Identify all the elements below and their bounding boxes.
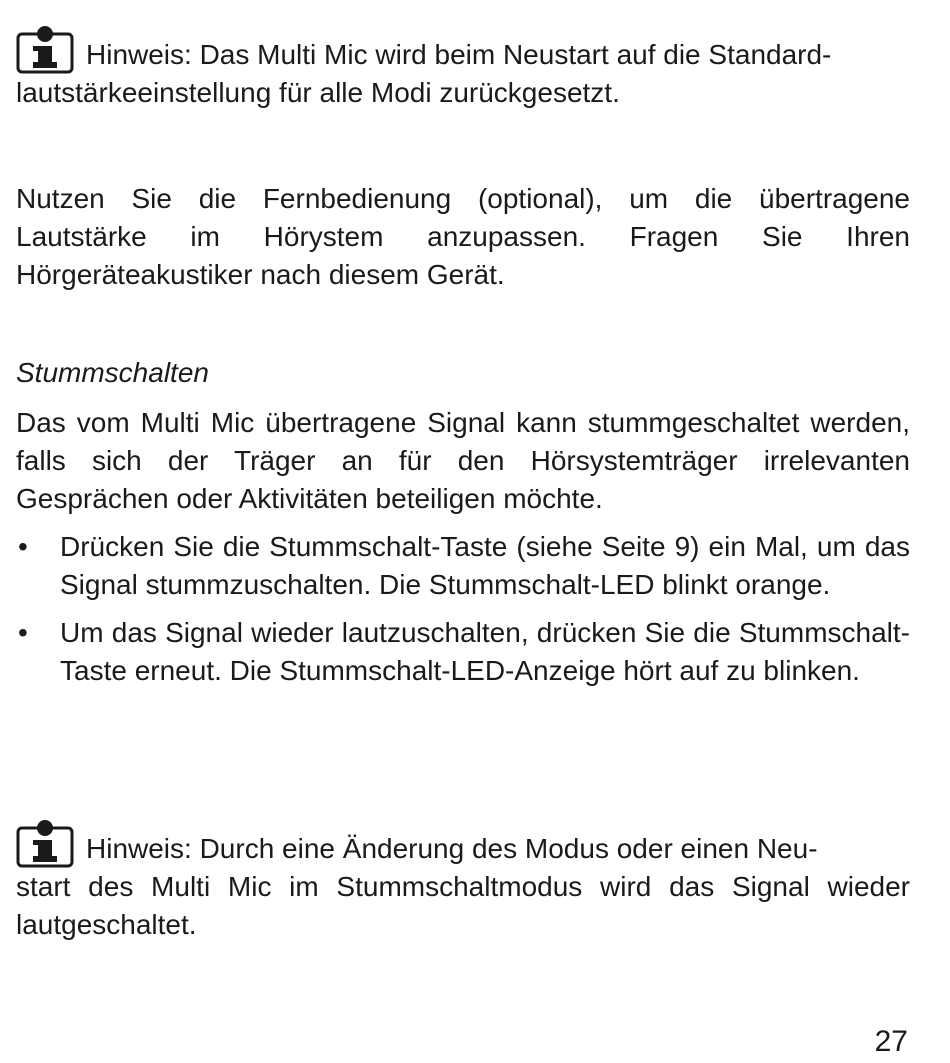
bullet-icon: •: [18, 531, 28, 562]
section-heading: Stummschalten: [16, 357, 209, 388]
note-1-line-1: Hinweis: Das Multi Mic wird beim Neustart auf die Standard-: [86, 39, 832, 70]
note-box-1: [16, 22, 910, 112]
list-item-text: Um das Signal wieder lautzuschalten, drücken Sie die Stummschalt-Taste erneut. Die Stummschalt-LED-Anzeige hört auf zu blinken.: [60, 617, 910, 686]
note-box-2: [16, 816, 910, 944]
note-2-line-1: Hinweis: Durch eine Änderung des Modus oder einen Neu-: [86, 833, 818, 864]
paragraph-remote-text: Nutzen Sie die Fernbedienung (optional), um die übertragene Lautstärke im Hörystem anzupassen. Fragen Sie Ihren Hörgeräteakustiker nach diesem Gerät.: [16, 183, 910, 290]
list-item-text: Drücken Sie die Stummschalt-Taste (siehe Seite 9) ein Mal, um das Signal stummzuschalten. Die Stummschalt-LED blinkt orange.: [60, 531, 910, 600]
note-1-line-2: lautstärkeeinstellung für alle Modi zurückgesetzt.: [16, 77, 620, 108]
bullet-icon: •: [18, 617, 28, 648]
section-mute: [16, 354, 910, 690]
instruction-list: [16, 528, 910, 690]
page-number: 27: [874, 1025, 908, 1058]
section-intro: Das vom Multi Mic übertragene Signal kann stummgeschaltet werden, falls sich der Träger an für den Hörsystemträger irrelevanten Gesprächen oder Aktivitäten beteiligen möchte.: [16, 407, 910, 514]
list-item: [16, 528, 910, 604]
info-icon: [16, 816, 74, 868]
paragraph-remote: [16, 180, 910, 294]
note-2-line-2: start des Multi Mic im Stummschaltmodus wird das Signal wieder lautgeschaltet.: [16, 871, 910, 940]
info-icon: [16, 22, 74, 74]
list-item: [16, 614, 910, 690]
